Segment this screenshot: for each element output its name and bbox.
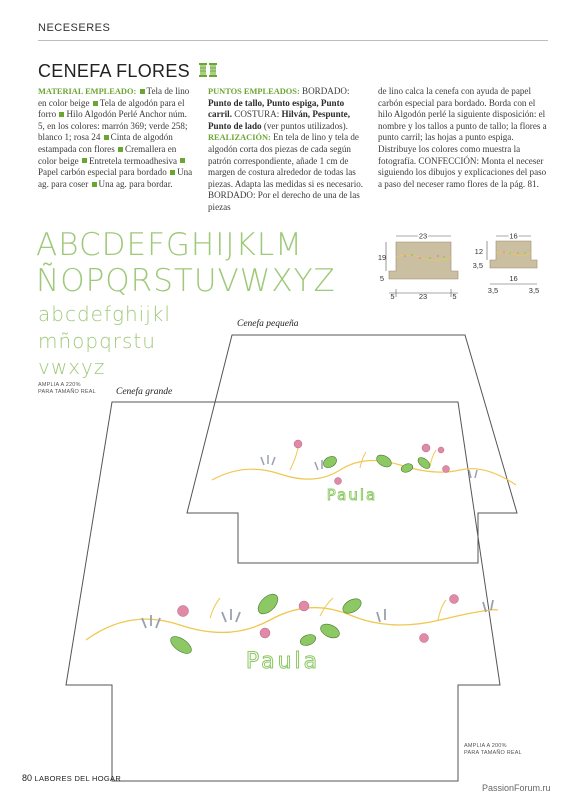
title-text: CENEFA FLORES xyxy=(38,61,190,81)
material-item: Cremallera en color beige xyxy=(38,143,177,166)
small-pattern-outline xyxy=(187,335,517,563)
pattern-note-line1: AMPLIA A 200% xyxy=(464,743,507,749)
large-b1-dim: 5 xyxy=(390,292,395,301)
large-cenefa-label: Cenefa grande xyxy=(116,387,173,397)
alphabet-upper-1: ABCDEFGHIJKLM xyxy=(36,227,303,263)
small-b2-dim: 3,5 xyxy=(528,286,540,295)
small-top-dim: 16 xyxy=(509,231,518,241)
magazine-name: LABORES DEL HOGAR xyxy=(34,774,122,783)
small-side1-dim: 12 xyxy=(474,247,483,256)
costura-label: COSTURA: xyxy=(234,109,280,120)
alphabet-note-line2: PARA TAMAÑO REAL xyxy=(38,389,96,395)
large-b3-dim: 5 xyxy=(452,292,457,301)
page-number: 80 xyxy=(22,773,33,783)
large-cenefa-embroidery xyxy=(86,591,498,657)
alphabet-note-line1: AMPLIA A 220% xyxy=(38,382,81,388)
alphabet-lower-2: mñopqrstu xyxy=(38,329,156,353)
pattern-note-line2: PARA TAMAÑO REAL xyxy=(464,750,522,756)
bordado-text: Punto de tallo, Punto espiga, Punto carril. xyxy=(208,97,345,120)
small-cenefa-label: Cenefa pequeña xyxy=(237,319,299,329)
small-bmid-dim: 16 xyxy=(509,274,518,283)
large-name-embroidery: Paula xyxy=(245,649,321,674)
alphabet-lower-3: vwxyz xyxy=(38,355,106,379)
page-footer xyxy=(22,773,121,783)
instructions-text: de lino calca la cenefa con ayuda de papel carbón especial para bordado. Borda con el hilo Algodón perlé la siguiente disposición: el nombre y los tallos a punto de tallo; la flores a punto carril; las hojas a punto espiga. Distribuye los colores como muestra la fotografía. CONFECCIÓN: Monta el neceser siguiendo los dibujos y explicaciones del paso a paso del neceser ramo flores de la pág. 81. xyxy=(378,86,547,189)
large-top-dim: 23 xyxy=(418,231,428,241)
small-b1-dim: 3,5 xyxy=(487,286,499,295)
bordado-label: BORDADO: xyxy=(302,86,350,96)
material-item: Una ag. para bordar. xyxy=(98,178,173,189)
costura-text: Hilván, Pespunte, Punto de lado xyxy=(208,109,350,131)
materials-heading: MATERIAL EMPLEADO: xyxy=(38,87,137,96)
watermark: PassionForum.ru xyxy=(482,783,551,793)
material-item: Papel carbón especial para bordado xyxy=(38,167,167,178)
material-item: Entretela termoadhesiva xyxy=(88,155,178,166)
costura-note: (ver puntos utilizados). xyxy=(263,120,348,131)
realizacion-text: En tela de lino y tela de algodón corta dos piezas de cada según patrón correspondiente, añade 1 cm de margen de costura alrededor de todas las piezas. Adapta las medidas si es necesario. BORDADO: Por el derecho de una de las piezas xyxy=(208,132,364,212)
material-item: Tela de lino en color beige xyxy=(38,86,190,108)
small-cenefa-embroidery xyxy=(212,440,516,485)
small-side2-dim: 3,5 xyxy=(472,261,483,270)
large-bottom-side-dim: 5 xyxy=(379,274,385,283)
section-header: NECESERES xyxy=(38,22,111,34)
stitches-heading: PUNTOS EMPLEADOS: xyxy=(208,87,300,96)
large-pattern-outline xyxy=(66,402,500,781)
material-item: Hilo Algodón Perlé Anchor núm. 5, en los colores: marrón 369; verde 258; blanco 1; rosa 24 xyxy=(38,109,188,143)
alphabet-lower-1: abcdefghijkl xyxy=(38,302,171,326)
alphabet-upper-2: ÑOPQRSTUVWXYZ xyxy=(36,263,336,299)
large-side-dim: 19 xyxy=(377,253,387,262)
material-item: Cinta de algodón estampada con flores xyxy=(38,132,173,154)
material-item: Una ag. para coser xyxy=(38,167,193,189)
material-item: Tela de algodón para el forro xyxy=(38,97,185,120)
large-b2-dim: 23 xyxy=(418,292,428,301)
realizacion-heading: REALIZACIÓN: xyxy=(208,133,271,143)
small-name-embroidery: Paula xyxy=(326,486,378,504)
pattern-scale-note xyxy=(464,743,522,757)
